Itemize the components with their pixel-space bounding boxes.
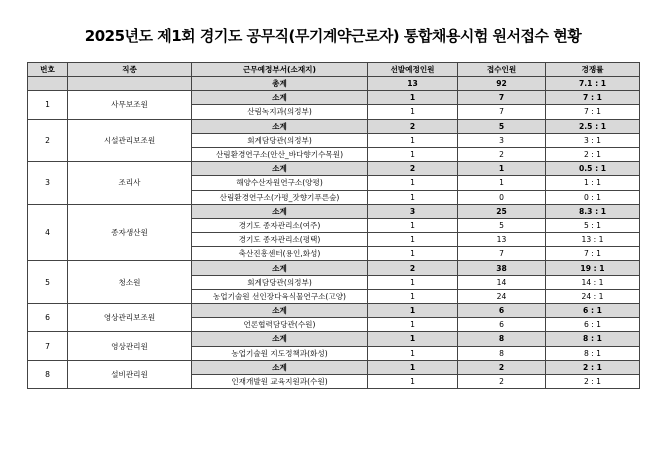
dept-cell: 산림환경연구소(가평_잣향기푸른숲) [192,190,368,204]
applied-cell: 38 [458,261,546,275]
group-number: 2 [28,119,68,162]
applied-cell: 7 [458,247,546,261]
dept-cell: 소계 [192,119,368,133]
dept-cell: 산림환경연구소(안산_바다향기수목원) [192,147,368,161]
ratio-cell: 6 : 1 [546,318,640,332]
selected-cell: 1 [368,332,458,346]
applied-cell: 1 [458,162,546,176]
subtotal-row [28,304,640,318]
selected-cell: 1 [368,289,458,303]
ratio-cell: 0 : 1 [546,190,640,204]
group-job: 조리사 [68,162,192,205]
subtotal-row [28,261,640,275]
header-applied: 접수인원 [458,63,546,77]
total-applied: 92 [458,77,546,91]
page-title: 2025년도 제1회 경기도 공무직(무기계약근로자) 통합채용시험 원서접수 현황 [84,27,582,45]
dept-cell: 농업기술원 선인장다육식물연구소(고양) [192,289,368,303]
group-job: 종자생산원 [68,204,192,261]
ratio-cell: 14 : 1 [546,275,640,289]
group-job: 영상관리원 [68,332,192,360]
applied-cell: 24 [458,289,546,303]
ratio-cell: 7 : 1 [546,247,640,261]
dept-cell: 경기도 종자관리소(여주) [192,218,368,232]
total-job [68,77,192,91]
header-dept: 근무예정부서(소재지) [192,63,368,77]
selected-cell: 1 [368,304,458,318]
dept-cell: 언론협력담당관(수원) [192,318,368,332]
applied-cell: 1 [458,176,546,190]
group-number: 1 [28,91,68,119]
selected-cell: 1 [368,147,458,161]
subtotal-row [28,162,640,176]
dept-cell: 소계 [192,91,368,105]
dept-cell: 산림녹지과(의정부) [192,105,368,119]
ratio-cell: 5 : 1 [546,218,640,232]
selected-cell: 3 [368,204,458,218]
application-status-table [27,62,640,389]
dept-cell: 해양수산자원연구소(양평) [192,176,368,190]
ratio-cell: 8 : 1 [546,346,640,360]
ratio-cell: 13 : 1 [546,233,640,247]
ratio-cell: 1 : 1 [546,176,640,190]
selected-cell: 2 [368,261,458,275]
group-job: 시설관리보조원 [68,119,192,162]
ratio-cell: 2 : 1 [546,374,640,388]
subtotal-row [28,91,640,105]
ratio-cell: 2 : 1 [546,147,640,161]
dept-cell: 축산진흥센터(용인,화성) [192,247,368,261]
dept-cell: 인재개발원 교육지원과(수원) [192,374,368,388]
ratio-cell: 19 : 1 [546,261,640,275]
subtotal-row [28,119,640,133]
selected-cell: 1 [368,218,458,232]
dept-cell: 소계 [192,360,368,374]
dept-cell: 소계 [192,332,368,346]
applied-cell: 8 [458,346,546,360]
ratio-cell: 24 : 1 [546,289,640,303]
group-job: 설비관리원 [68,360,192,388]
selected-cell: 1 [368,318,458,332]
group-number: 8 [28,360,68,388]
selected-cell: 1 [368,346,458,360]
group-number: 6 [28,304,68,332]
dept-cell: 소계 [192,204,368,218]
total-ratio: 7.1 : 1 [546,77,640,91]
ratio-cell: 0.5 : 1 [546,162,640,176]
header-selected: 선발예정인원 [368,63,458,77]
total-selected: 13 [368,77,458,91]
applied-cell: 8 [458,332,546,346]
selected-cell: 1 [368,176,458,190]
subtotal-row [28,360,640,374]
applied-cell: 3 [458,133,546,147]
applied-cell: 6 [458,318,546,332]
dept-cell: 경기도 종자관리소(평택) [192,233,368,247]
selected-cell: 1 [368,105,458,119]
group-number: 4 [28,204,68,261]
group-job: 영상관리보조원 [68,304,192,332]
applied-cell: 2 [458,360,546,374]
selected-cell: 2 [368,119,458,133]
total-no [28,77,68,91]
total-row [28,77,640,91]
dept-cell: 회계담당관(의정부) [192,133,368,147]
selected-cell: 1 [368,374,458,388]
header-job: 직종 [68,63,192,77]
applied-cell: 14 [458,275,546,289]
dept-cell: 회계담당관(의정부) [192,275,368,289]
ratio-cell: 7 : 1 [546,91,640,105]
applied-cell: 2 [458,374,546,388]
subtotal-row [28,332,640,346]
ratio-cell: 2.5 : 1 [546,119,640,133]
ratio-cell: 2 : 1 [546,360,640,374]
applied-cell: 25 [458,204,546,218]
dept-cell: 소계 [192,261,368,275]
applied-cell: 5 [458,119,546,133]
selected-cell: 1 [368,233,458,247]
applied-cell: 13 [458,233,546,247]
applied-cell: 0 [458,190,546,204]
group-job: 청소원 [68,261,192,304]
ratio-cell: 6 : 1 [546,304,640,318]
dept-cell: 소계 [192,304,368,318]
group-job: 사무보조원 [68,91,192,119]
total-label: 총계 [192,77,368,91]
dept-cell: 소계 [192,162,368,176]
group-number: 7 [28,332,68,360]
selected-cell: 1 [368,247,458,261]
dept-cell: 농업기술원 지도정책과(화성) [192,346,368,360]
ratio-cell: 7 : 1 [546,105,640,119]
selected-cell: 1 [368,190,458,204]
selected-cell: 1 [368,91,458,105]
subtotal-row [28,204,640,218]
applied-cell: 7 [458,91,546,105]
applied-cell: 7 [458,105,546,119]
group-number: 5 [28,261,68,304]
selected-cell: 1 [368,275,458,289]
table-header [28,63,640,77]
selected-cell: 2 [368,162,458,176]
applied-cell: 6 [458,304,546,318]
group-number: 3 [28,162,68,205]
ratio-cell: 8 : 1 [546,332,640,346]
applied-cell: 2 [458,147,546,161]
selected-cell: 1 [368,133,458,147]
applied-cell: 5 [458,218,546,232]
header-no: 번호 [28,63,68,77]
ratio-cell: 8.3 : 1 [546,204,640,218]
header-ratio: 경쟁률 [546,63,640,77]
ratio-cell: 3 : 1 [546,133,640,147]
selected-cell: 1 [368,360,458,374]
